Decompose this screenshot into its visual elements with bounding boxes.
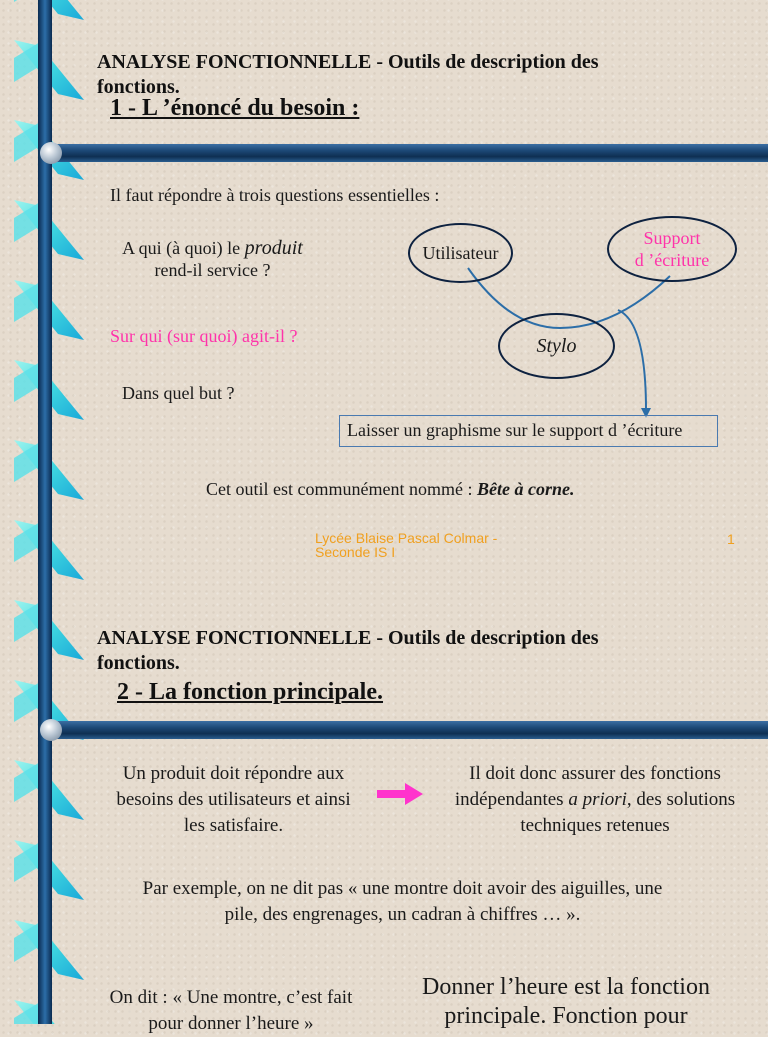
ellipse-product-label: Stylo	[536, 334, 577, 357]
slide1-heading: 1 - L ’énoncé du besoin :	[110, 95, 360, 121]
conclusion-emph: Bête à corne.	[476, 479, 575, 499]
slide2-right-text	[447, 761, 743, 839]
ellipse-support-label-1: Support	[643, 228, 701, 248]
question-goal: Dans quel but ?	[122, 383, 235, 403]
slide2-divider-bar	[52, 721, 768, 739]
slide1-footer: Lycée Blaise Pascal Colmar - Seconde IS I	[315, 530, 498, 560]
slide1-intro: Il faut répondre à trois questions essentielles :	[110, 185, 440, 205]
slide1-page-number: 1	[727, 531, 735, 547]
question-who	[100, 237, 325, 281]
arrow-right-icon	[377, 783, 423, 805]
question-who-emph: produit	[244, 237, 303, 259]
slide2-heading: 2 - La fonction principale.	[117, 679, 384, 705]
slide1-bar-knob	[40, 142, 62, 164]
question-who-text-2: rend-il service ?	[154, 260, 271, 280]
conclusion-text: Cet outil est communément nommé :	[206, 479, 477, 499]
ellipse-user	[408, 223, 513, 283]
ellipse-support-label-2: d ’écriture	[634, 250, 710, 270]
ellipse-support	[607, 216, 737, 282]
binding-rib-back	[14, 0, 40, 2]
right-text-1: Il doit donc assurer des fonctions indépendantes	[454, 763, 721, 810]
slide2-on-dit: On dit : « Une montre, c’est fait pour donner l’heure »	[109, 987, 353, 1034]
slide2-title: ANALYSE FONCTIONNELLE - Outils de description des fonctions.	[97, 627, 599, 674]
right-text-emph: a priori	[568, 789, 627, 810]
ellipse-product	[498, 313, 615, 379]
slide2-left-text: Un produit doit répondre aux besoins des utilisateurs et ainsi les satisfaire.	[116, 763, 351, 836]
slide2-principal-function: Donner l’heure est la fonction principale. Fonction pour	[422, 974, 710, 1029]
question-who-text: A qui (à quoi) le	[122, 238, 245, 258]
slide1-divider-bar	[52, 144, 768, 162]
slide2-example: Par exemple, on ne dit pas « une montre doit avoir des aiguilles, une pile, des engrenages, un cadran à chiffres … ».	[142, 878, 663, 925]
ellipse-user-label: Utilisateur	[422, 242, 499, 263]
question-on-what: Sur qui (sur quoi) agit-il ?	[110, 326, 298, 346]
right-text-2: , des solutions techniques retenues	[520, 789, 736, 836]
slide1-title: ANALYSE FONCTIONNELLE - Outils de description des fonctions.	[97, 51, 599, 98]
slide2-bar-knob	[40, 719, 62, 741]
goal-box: Laisser un graphisme sur le support d ’écriture	[339, 415, 718, 447]
slide1-conclusion	[206, 479, 574, 500]
